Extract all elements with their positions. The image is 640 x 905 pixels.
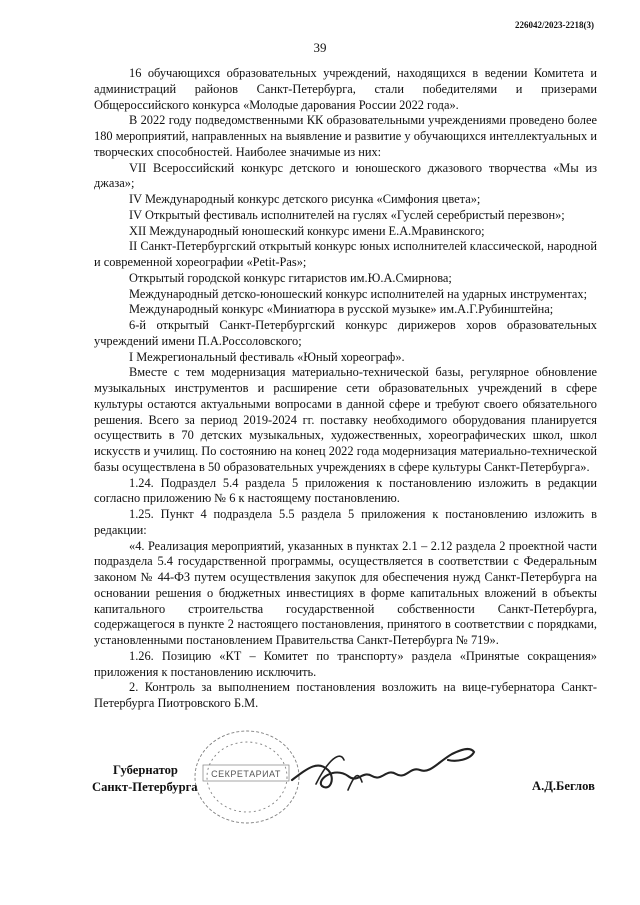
paragraph: 6-й открытый Санкт-Петербургский конкурс дирижеров хоров образовательных учреждений имени П.А.Россоловского; [94, 318, 597, 348]
paragraph: 16 обучающихся образовательных учреждений, находящихся в ведении Комитета и администраций районов Санкт-Петербурга, стали победителями и призерами Общероссийского конкурса «Молодые дарования России 2022 года». [94, 66, 597, 112]
paragraph: VII Всероссийский конкурс детского и юношеского джазового творчества «Мы из джаза»; [94, 160, 597, 191]
signatory-title-line1: Губернатор [113, 763, 178, 777]
paragraph: 1.24. Подраздел 5.4 раздела 5 приложения к постановлению изложить в редакции согласно приложению № 6 к настоящему постановлению. [94, 475, 597, 506]
paragraph: IV Открытый фестиваль исполнителей на гуслях «Гуслей серебристый перезвон»; [129, 207, 565, 222]
paragraph: 1.25. Пункт 4 подраздела 5.5 раздела 5 приложения к постановлению изложить в редакции: [94, 507, 597, 537]
paragraph: В 2022 году подведомственными КК образовательными учреждениями проведено более 180 мероприятий, направленных на выявление и развитие у обучающихся интеллектуальных и творческих способностей. Наиболее значимые из них: [94, 113, 597, 159]
paragraph: I Межрегиональный фестиваль «Юный хореограф». [129, 349, 405, 364]
page-number: 39 [313, 40, 327, 55]
paragraph: XII Международный юношеский конкурс имени Е.А.Мравинского; [129, 223, 485, 238]
signatory-title [92, 762, 198, 796]
paragraph: 2. Контроль за выполнением постановления возложить на вице-губернатора Санкт-Петербурга Пиотровского Б.М. [94, 680, 597, 710]
stamp-label: СЕКРЕТАРИАТ [211, 769, 281, 779]
handwritten-signature [288, 740, 478, 800]
signatory-title-line2: Санкт-Петербурга [92, 780, 198, 794]
paragraph: II Санкт-Петербургский открытый конкурс юных исполнителей классической, народной и современной хореографии «Petit-Pas»; [94, 239, 597, 269]
paragraph: Международный детско-юношеский конкурс исполнителей на ударных инструментах; [129, 286, 588, 301]
document-body [94, 66, 597, 712]
paragraph: IV Международный конкурс детского рисунка «Симфония цвета»; [129, 192, 481, 206]
paragraph: «4. Реализация мероприятий, указанных в пунктах 2.1 – 2.12 раздела 2 проектной части подраздела 5.4 государственной программы, осуществляется в соответствии с Федеральным законом № 44-ФЗ путем осуществления закупок для обеспечения нужд Санкт-Петербурга на основании решения о бюджетных инвестициях в форме капитальных вложений в объекты капитального строительства государственной собственности Санкт-Петербурга, содержащегося в пункте 2 настоящего постановления, принятого в соответствии с порядками, установленными постановлением Правительства Санкт-Петербурга № 719». [94, 538, 597, 647]
paragraph: Международный конкурс «Миниатюра в русской музыке» им.А.Г.Рубинштейна; [129, 302, 554, 317]
paragraph: Вместе с тем модернизация материально-технической базы, регулярное обновление музыкальных инструментов и расширение сети образовательных учреждений в сфере культуры остаются актуальными вопросами в данной сфере и требуют своего обязательного решения. Всего за период 2019-2024 гг. поставку необходимого оборудования планируется осуществить в 70 детских музыкальных, художественных, хореографических школ, школ искусств и училищ. По состоянию на конец 2022 года модернизация материально-технической базы осуществлена в 50 образовательных учреждениях в сфере культуры Санкт-Петербурга». [94, 365, 597, 474]
signatory-name: А.Д.Беглов [532, 779, 595, 793]
document-number: 226042/2023-2218(3) [515, 20, 594, 30]
paragraph: 1.26. Позицию «КТ – Комитет по транспорту» раздела «Принятые сокращения» приложения к постановлению исключить. [94, 648, 597, 679]
paragraph: Открытый городской конкурс гитаристов им.Ю.А.Смирнова; [129, 270, 452, 285]
